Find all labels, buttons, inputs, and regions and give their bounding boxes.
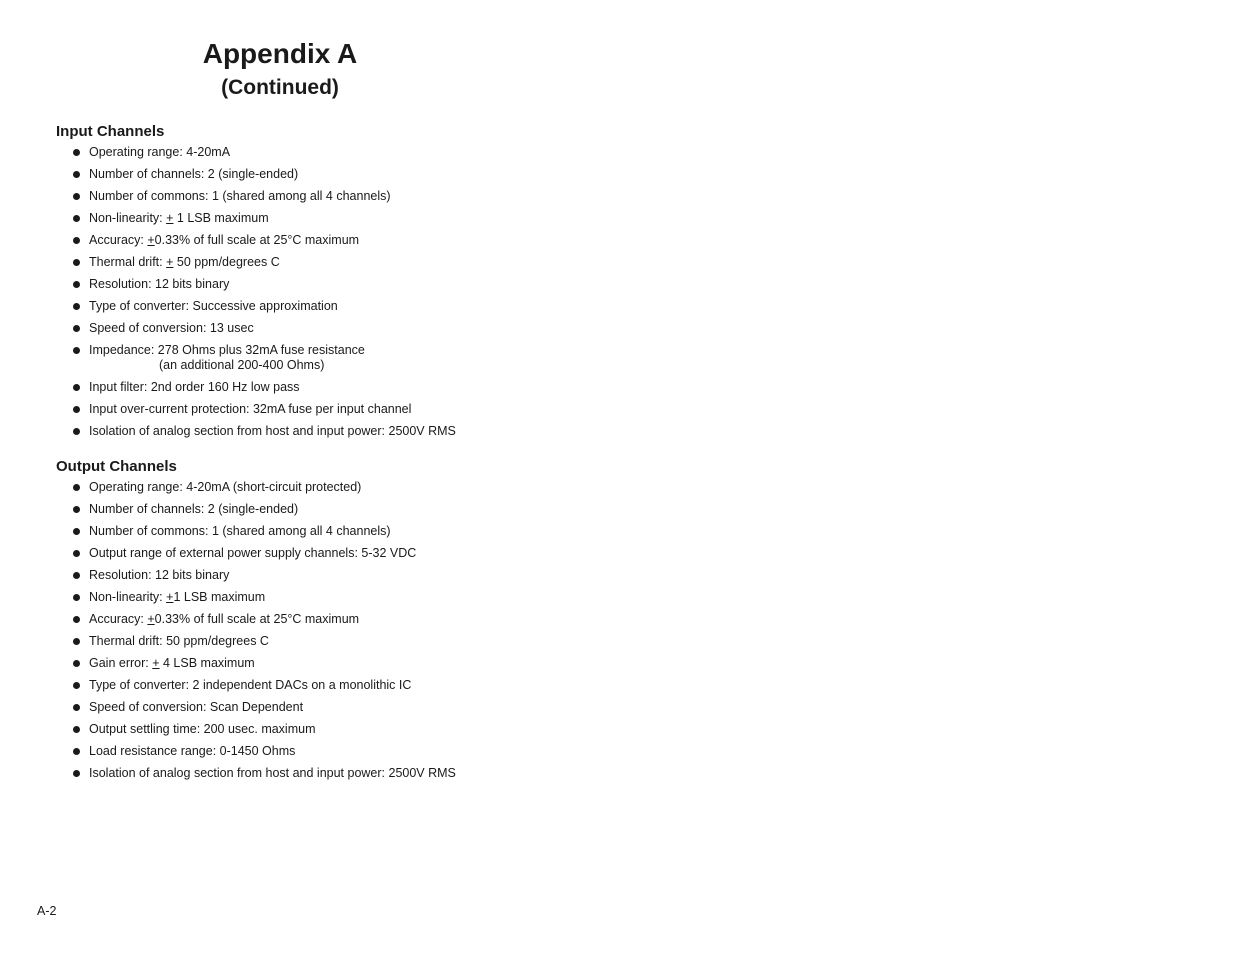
list-item: [56, 590, 616, 605]
bullet-icon: [73, 638, 80, 645]
bullet-icon: [73, 770, 80, 777]
list-item: [56, 524, 616, 539]
plus-minus-symbol: +: [147, 612, 155, 626]
bullet-icon: [73, 171, 80, 178]
bullet-icon: [73, 704, 80, 711]
list-item: [56, 233, 616, 248]
item-text: 1 LSB maximum: [173, 590, 266, 604]
item-text: Accuracy:: [89, 233, 148, 247]
bullet-icon: [73, 660, 80, 667]
list-item: [56, 546, 616, 561]
item-text: 0.33% of full scale at 25°C maximum: [154, 233, 360, 247]
bullet-icon: [73, 748, 80, 755]
bullet-icon: [73, 506, 80, 513]
input-channels-heading: Input Channels: [56, 123, 165, 140]
item-text: Output range of external power supply channels: 5-32 VDC: [89, 546, 417, 560]
plus-minus-symbol: +: [166, 590, 174, 604]
list-item: [56, 634, 616, 649]
bullet-icon: [73, 347, 80, 354]
list-item: [56, 722, 616, 737]
item-text: Operating range: 4-20mA: [89, 145, 231, 159]
list-item: [56, 744, 616, 759]
item-text: Isolation of analog section from host and input power: 2500V RMS: [89, 424, 456, 438]
list-item: [56, 480, 616, 495]
item-text: Impedance: 278 Ohms plus 32mA fuse resistance: [89, 343, 365, 357]
list-item: [56, 211, 616, 226]
list-item: [56, 299, 616, 314]
input-channels-section: [56, 122, 616, 446]
bullet-icon: [73, 550, 80, 557]
item-text: Accuracy:: [89, 612, 148, 626]
item-text: Output settling time: 200 usec. maximum: [89, 722, 316, 736]
bullet-icon: [73, 594, 80, 601]
page-number: A-2: [37, 904, 57, 918]
output-channels-heading: Output Channels: [56, 458, 177, 475]
bullet-icon: [73, 726, 80, 733]
list-item: [56, 343, 616, 373]
bullet-icon: [73, 281, 80, 288]
item-text: Input over-current protection: 32mA fuse per input channel: [89, 402, 412, 416]
list-item: [56, 277, 616, 292]
bullet-icon: [73, 406, 80, 413]
item-text: Speed of conversion: 13 usec: [89, 321, 254, 335]
list-item: [56, 766, 616, 781]
list-item: [56, 145, 616, 160]
list-item: [56, 678, 616, 693]
bullet-icon: [73, 325, 80, 332]
bullet-icon: [73, 237, 80, 244]
item-text: Thermal drift:: [89, 255, 167, 269]
bullet-icon: [73, 259, 80, 266]
item-text: Non-linearity:: [89, 590, 167, 604]
item-text: Number of channels: 2 (single-ended): [89, 502, 299, 516]
item-text: 50 ppm/degrees C: [173, 255, 280, 269]
item-text: Operating range: 4-20mA (short-circuit protected): [89, 480, 362, 494]
input-channels-list: [56, 145, 616, 439]
item-text: Isolation of analog section from host and input power: 2500V RMS: [89, 766, 456, 780]
item-text: Load resistance range: 0-1450 Ohms: [89, 744, 296, 758]
bullet-icon: [73, 215, 80, 222]
bullet-icon: [73, 682, 80, 689]
list-item: [56, 255, 616, 270]
bullet-icon: [73, 572, 80, 579]
bullet-icon: [73, 193, 80, 200]
list-item: [56, 656, 616, 671]
list-item: [56, 189, 616, 204]
item-continuation: (an additional 200-400 Ohms): [159, 358, 325, 372]
list-item: [56, 167, 616, 182]
list-item: [56, 424, 616, 439]
plus-minus-symbol: +: [166, 211, 174, 225]
list-item: [56, 502, 616, 517]
item-text: Speed of conversion: Scan Dependent: [89, 700, 304, 714]
bullet-icon: [73, 149, 80, 156]
list-item: [56, 700, 616, 715]
bullet-icon: [73, 616, 80, 623]
list-item: [56, 568, 616, 583]
item-text: Input filter: 2nd order 160 Hz low pass: [89, 380, 300, 394]
item-text: Thermal drift: 50 ppm/degrees C: [89, 634, 269, 648]
item-text: 4 LSB maximum: [159, 656, 255, 670]
item-text: Number of channels: 2 (single-ended): [89, 167, 299, 181]
bullet-icon: [73, 428, 80, 435]
item-text: Resolution: 12 bits binary: [89, 568, 230, 582]
item-text: Type of converter: 2 independent DACs on a monolithic IC: [89, 678, 412, 692]
output-channels-list: [56, 480, 616, 781]
list-item: [56, 402, 616, 417]
item-text: Number of commons: 1 (shared among all 4 channels): [89, 524, 391, 538]
item-text: 1 LSB maximum: [173, 211, 269, 225]
item-text: Non-linearity:: [89, 211, 167, 225]
plus-minus-symbol: +: [166, 255, 174, 269]
page-title: Appendix A: [202, 38, 358, 69]
item-text: Number of commons: 1 (shared among all 4 channels): [89, 189, 391, 203]
bullet-icon: [73, 303, 80, 310]
output-channels-section: [56, 457, 616, 788]
list-item: [56, 321, 616, 336]
item-text: Gain error:: [89, 656, 153, 670]
page-subtitle: (Continued): [221, 76, 339, 99]
bullet-icon: [73, 528, 80, 535]
item-text: Type of converter: Successive approximation: [89, 299, 338, 313]
item-text: Resolution: 12 bits binary: [89, 277, 230, 291]
list-item: [56, 380, 616, 395]
plus-minus-symbol: +: [147, 233, 155, 247]
bullet-icon: [73, 384, 80, 391]
item-text: 0.33% of full scale at 25°C maximum: [154, 612, 360, 626]
plus-minus-symbol: +: [152, 656, 160, 670]
bullet-icon: [73, 484, 80, 491]
list-item: [56, 612, 616, 627]
